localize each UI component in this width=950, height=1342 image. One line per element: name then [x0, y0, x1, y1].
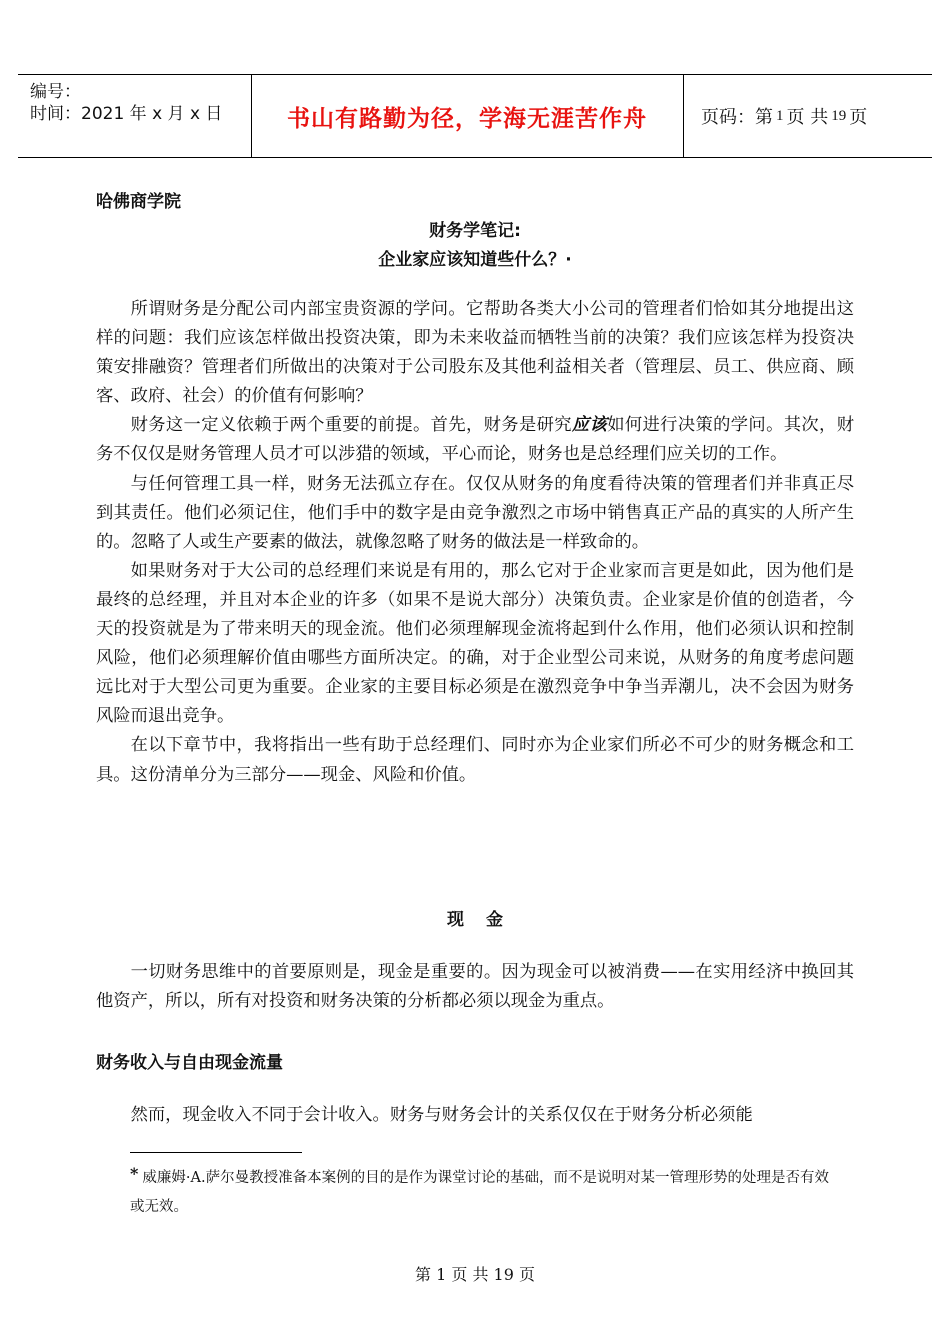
document-header: [18, 74, 932, 158]
page-number: 1: [776, 107, 784, 124]
header-meta: [30, 81, 222, 125]
footnote-text: 威廉姆·A.萨尔曼教授准备本案例的目的是作为课堂讨论的基础，而不是说明对某一管理形势的处理是否有效或无效。: [130, 1170, 830, 1215]
page-label-mid: 页 共: [786, 107, 829, 128]
footnote: [130, 1162, 830, 1222]
page-label-pre: 页码：第: [701, 107, 773, 128]
page-total: 19: [831, 107, 847, 124]
time-label: 时间：2021 年 x 月 x 日: [30, 104, 223, 124]
text-run: 财务这一定义依赖于两个重要的前提。首先，财务是研究: [130, 415, 572, 436]
paragraph: [96, 411, 854, 469]
school-name: 哈佛商学院: [96, 192, 181, 212]
paragraph: 一切财务思维中的首要原则是，现金是重要的。因为现金可以被消费——在实用经济中换回其他资产，所以，所有对投资和财务决策的分析都必须以现金为重点。: [96, 962, 854, 1012]
footnote-mark: *: [130, 1164, 139, 1183]
page-label-post: 页: [849, 107, 868, 128]
footnote-rule: [130, 1152, 302, 1153]
header-motto: 书山有路勤为径，学海无涯苦作舟: [287, 105, 647, 132]
paragraph: 在以下章节中，我将指出一些有助于总经理们、同时亦为企业家们所必不可少的财务概念和工具。这份清单分为三部分——现金、风险和价值。: [96, 735, 854, 785]
header-divider: [683, 75, 684, 157]
doc-subtitle: 企业家应该知道些什么？·: [378, 250, 572, 270]
paragraph: 所谓财务是分配公司内部宝贵资源的学问。它帮助各类大小公司的管理者们恰如其分地提出这样的问题：我们应该怎样做出投资决策，即为未来收益而牺牲当前的决策？我们应该怎样为投资决策安排融资？管理者们所做出的决策对于公司股东及其他利益相关者（管理层、员工、供应商、顾客、政府、社会）的价值有何影响？: [96, 299, 854, 407]
section-heading-cash: 现金: [447, 910, 525, 930]
intro-body: [96, 295, 854, 790]
paragraph: 与任何管理工具一样，财务无法孤立存在。仅仅从财务的角度看待决策的管理者们并非真正尽到其责任。他们必须记住，他们手中的数字是由竞争激烈之市场中销售真正产品的真实的人所产生的。忽略了人或生产要素的做法，就像忽略了财务的做法是一样致命的。: [96, 473, 854, 552]
doc-title: 财务学笔记:: [429, 221, 521, 241]
number-label: 编号：: [30, 82, 81, 102]
emphasis: 应该: [571, 415, 608, 436]
subsection-heading: 财务收入与自由现金流量: [96, 1053, 283, 1073]
page-footer: 第 1 页 共 19 页: [415, 1265, 535, 1284]
paragraph: 如果财务对于大公司的总经理们来说是有用的，那么它对于企业家而言更是如此，因为他们是最终的总经理，并且对本企业的许多（如果不是说大部分）决策负责。企业家是价值的创造者，今天的投资就是为了带来明天的现金流。他们必须理解现金流将起到什么作用，他们必须认识和控制风险，他们必须理解价值由哪些方面所决定。的确，对于企业型公司来说，从财务的角度考虑问题远比对于大型公司更为重要。企业家的主要目标必须是在激烈竞争中争当弄潮儿，决不会因为财务风险而退出竞争。: [96, 560, 854, 727]
header-page-info: [693, 75, 940, 157]
paragraph: 然而，现金收入不同于会计收入。财务与财务会计的关系仅仅在于财务分析必须能: [130, 1105, 753, 1125]
text-run: 如何进行决策的学问。其次，财务不仅仅是财务管理人员才可以涉猎的领域，平心而论，财务也是总经理们应关切的工作。: [96, 415, 854, 465]
